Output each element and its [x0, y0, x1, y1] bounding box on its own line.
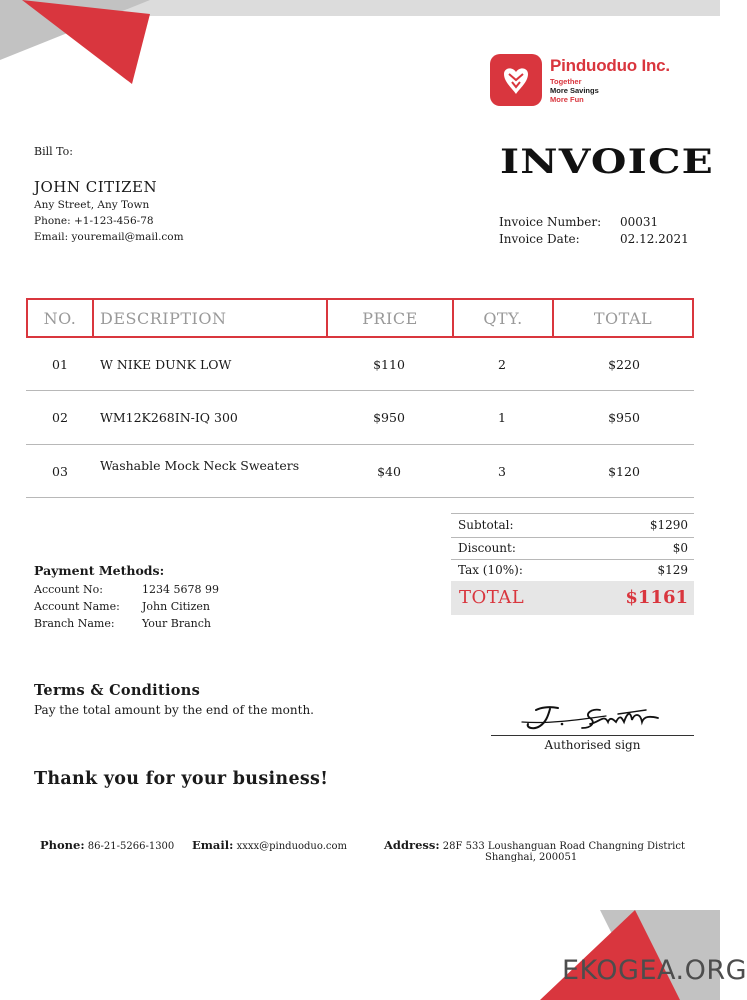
footer-address: [384, 838, 685, 852]
client-name: JOHN CITIZEN: [34, 178, 158, 196]
client-phone: Phone: +1-123-456-78: [34, 215, 154, 227]
row-divider: [26, 390, 694, 391]
row-divider: [26, 444, 694, 445]
invoice-number: 00031: [620, 215, 659, 229]
row-3-qty: 3: [498, 464, 506, 479]
footer-phone-value: 86-21-5266-1300: [87, 841, 175, 852]
subtotal-label: Subtotal:: [458, 518, 514, 532]
total-label: TOTAL: [459, 587, 525, 608]
footer-address-label: Address:: [384, 838, 440, 852]
row-1-description: W NIKE DUNK LOW: [100, 357, 232, 372]
invoice-number-label: Invoice Number:: [499, 215, 602, 229]
header-no: NO.: [28, 300, 94, 336]
company-logo: [490, 52, 690, 108]
payment-methods-heading: Payment Methods:: [34, 563, 165, 578]
company-tagline-1: Together: [550, 77, 582, 86]
header-price: PRICE: [328, 300, 454, 336]
summary-divider: [451, 537, 694, 538]
summary-divider: [451, 559, 694, 560]
branch-label: Branch Name:: [34, 617, 115, 630]
handwritten-signature: [518, 700, 668, 734]
tax-value: $129: [657, 563, 688, 577]
row-2-no: 02: [52, 410, 68, 425]
row-3-price: $40: [377, 464, 401, 479]
footer-email: [192, 838, 347, 852]
logo-icon: [490, 54, 542, 106]
signature-label: Authorised sign: [544, 738, 641, 752]
row-3-no: 03: [52, 464, 68, 479]
discount-value: $0: [672, 541, 688, 555]
client-address: Any Street, Any Town: [34, 199, 150, 211]
account-no-label: Account No:: [34, 583, 103, 596]
row-2-description: WM12K268IN-IQ 300: [100, 410, 238, 425]
row-3-total: $120: [608, 464, 640, 479]
row-2-qty: 1: [498, 410, 506, 425]
terms-text: Pay the total amount by the end of the month.: [34, 703, 314, 717]
footer-email-value: xxxx@pinduoduo.com: [236, 841, 347, 852]
watermark: EKOGEA.ORG: [562, 955, 747, 986]
footer-email-label: Email:: [192, 838, 234, 852]
footer-address-line-1: 28F 533 Loushanguan Road Changning District: [442, 841, 685, 852]
header-qty: QTY.: [454, 300, 554, 336]
account-no-value: 1234 5678 99: [142, 583, 219, 596]
row-1-qty: 2: [498, 357, 506, 372]
header-total: TOTAL: [593, 308, 653, 328]
account-name-value: John Citizen: [142, 600, 210, 613]
table-header: [26, 298, 694, 338]
client-email: Email: youremail@mail.com: [34, 231, 184, 243]
thank-you-message: Thank you for your business!: [34, 769, 329, 789]
row-3-description: Washable Mock Neck Sweaters: [100, 458, 300, 473]
signature-line: [491, 735, 694, 736]
branch-value: Your Branch: [142, 617, 211, 630]
company-name: Pinduoduo Inc.: [550, 56, 670, 75]
top-left-corner-decoration: [0, 0, 160, 90]
footer-address-line-2: Shanghai, 200051: [485, 852, 578, 863]
invoice-date: 02.12.2021: [620, 232, 689, 246]
row-divider: [26, 497, 694, 498]
invoice-title: INVOICE: [500, 142, 714, 182]
company-tagline-2: More Savings: [550, 86, 599, 95]
discount-label: Discount:: [458, 541, 516, 555]
footer-phone-label: Phone:: [40, 838, 85, 852]
row-1-no: 01: [52, 357, 68, 372]
invoice-date-label: Invoice Date:: [499, 232, 580, 246]
footer-phone: [40, 838, 174, 852]
row-2-total: $950: [608, 410, 640, 425]
bill-to-label: Bill To:: [34, 145, 73, 158]
subtotal-value: $1290: [649, 518, 688, 532]
total-value: $1161: [625, 587, 688, 608]
row-1-total: $220: [608, 357, 640, 372]
company-tagline-3: More Fun: [550, 95, 584, 104]
summary-top-line: [451, 513, 694, 514]
header-description: DESCRIPTION: [94, 300, 328, 336]
row-1-price: $110: [373, 357, 405, 372]
account-name-label: Account Name:: [34, 600, 120, 613]
terms-heading: Terms & Conditions: [34, 682, 201, 699]
row-2-price: $950: [373, 410, 405, 425]
tax-label: Tax (10%):: [458, 563, 523, 577]
